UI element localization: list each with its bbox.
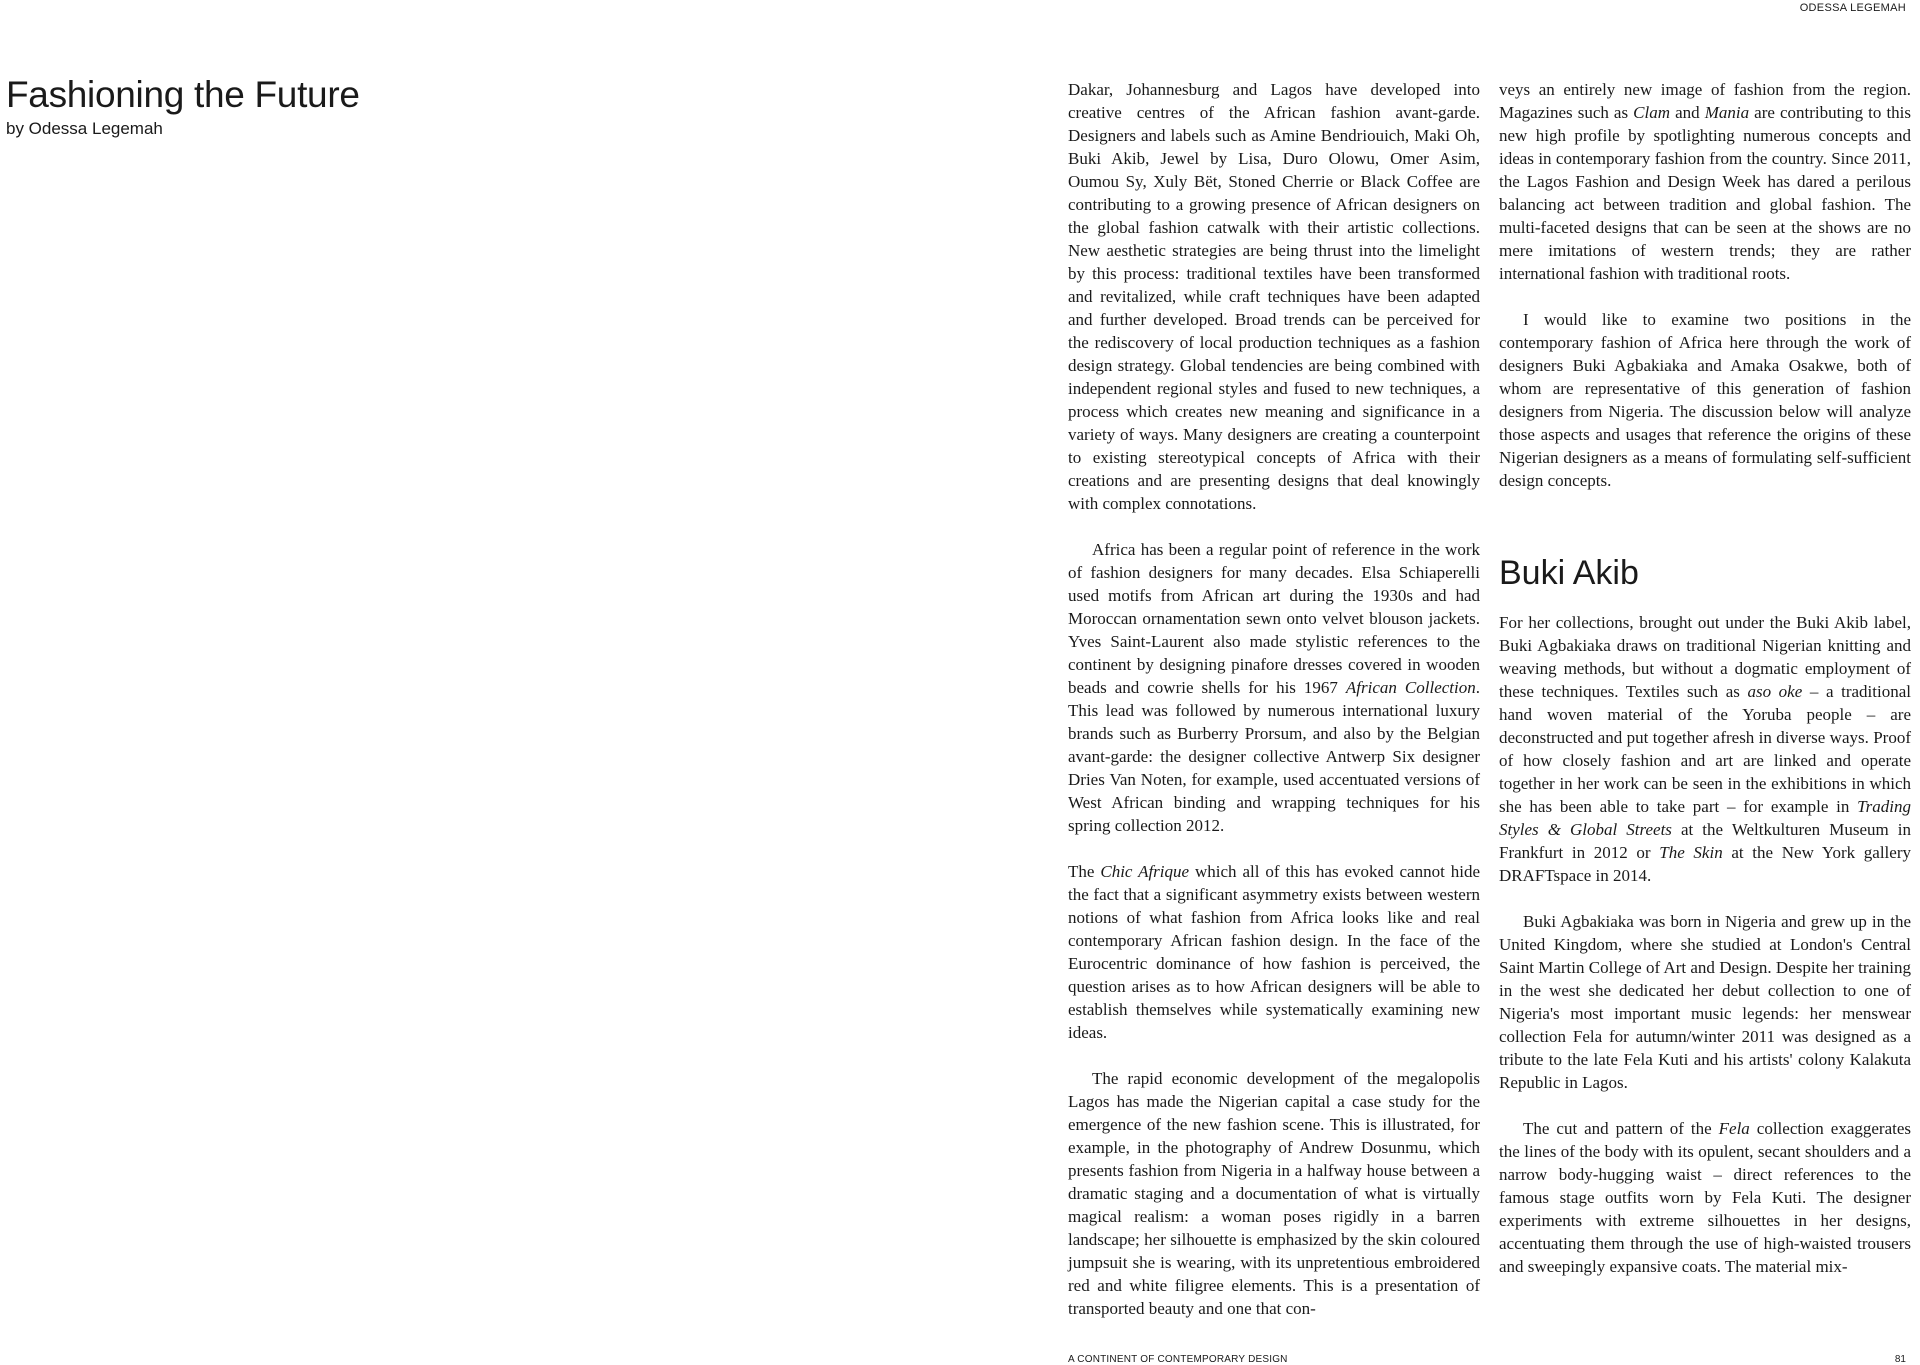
italic-title: Chic Afrique: [1100, 862, 1190, 881]
paragraph: [1499, 78, 1911, 285]
italic-title: Fela: [1718, 1119, 1750, 1138]
italic-title: Clam: [1633, 103, 1671, 122]
text-run: and: [1670, 103, 1705, 122]
paragraph: The rapid economic development of the megalopolis Lagos has made the Nigerian capital a case study for the emergence of the new fashion scene. This is illustrated, for example, in the photography of Andrew Dosunmu, which presents fashion from Nigeria in a halfway house between a dramatic staging and a documentation of what is virtually magical realism: a woman poses rigidly in a barren landscape; her silhouette is emphasized by the skin coloured jumpsuit she is wearing, with its unpretentious embroidered red and white filigree elements. This is a presentation of transported beauty and one that con-: [1068, 1069, 1480, 1318]
paragraph: [1068, 538, 1480, 837]
italic-title: The Skin: [1659, 843, 1723, 862]
paragraph: [1068, 860, 1480, 1044]
italic-title: Mania: [1704, 103, 1750, 122]
paragraph: I would like to examine two positions in the contemporary fashion of Africa here through the work of designers Buki Agbakiaka and Amaka Osakwe, both of whom are representative of this generation of fashion designers from Nigeria. The discussion below will analyze those aspects and usages that reference the origins of these Nigerian designers as a means of formulating self-sufficient design concepts.: [1499, 310, 1911, 490]
section-heading: Buki Akib: [1499, 554, 1639, 592]
text-run: at the Weltkulturen Museum in Frankfurt in 2012 or: [1499, 820, 1911, 862]
paragraph: [1499, 1117, 1911, 1278]
text-column-right: [1499, 78, 1911, 1278]
paragraph: [1499, 611, 1911, 887]
paragraph: Buki Agbakiaka was born in Nigeria and grew up in the United Kingdom, where she studied at London's Central Saint Martin College of Art and Design. Despite her training in the west she dedicated her debut collection to one of Nigeria's most important music legends: her menswear collection Fela for autumn/winter 2011 was designed as a tribute to the late Fela Kuti and his artists' colony Kalakuta Republic in Lagos.: [1499, 912, 1911, 1092]
text-run: The: [1068, 862, 1101, 881]
article-byline: by Odessa Legemah: [6, 119, 163, 138]
article-title: Fashioning the Future: [6, 74, 360, 115]
text-run: For her collections, brought out under the Buki Akib label, Buki Agbakiaka draws on traditional Nigerian knitting and weaving methods, but without a dogmatic employment of these techniques. Textiles such as: [1499, 613, 1911, 701]
running-head: ODESSA LEGEMAH: [1799, 2, 1906, 14]
text-run: . This lead was followed by numerous international luxury brands such as Burberry Prorsum, and also by the Belgian avant-garde: the designer collective Antwerp Six designer Dries Van Noten, for example, used accentuated versions of West African binding and wrapping techniques for his spring collection 2012.: [1068, 678, 1480, 835]
text-run: Africa has been a regular point of reference in the work of fashion designers for many decades. Elsa Schiaperelli used motifs from African art during the 1930s and had Moroccan ornamentation sewn onto velvet blouson jackets. Yves Saint-Laurent also made stylistic references to the continent by designing pinafore dresses covered in wooden beads and cowrie shells for his 1967: [1068, 540, 1480, 697]
text-run: The cut and pattern of the: [1523, 1119, 1719, 1138]
footer-publication: A CONTINENT OF CONTEMPORARY DESIGN: [1068, 1354, 1288, 1365]
text-run: at the New York gallery DRAFTspace in 2014.: [1499, 843, 1911, 885]
text-column-left: [1068, 78, 1480, 1320]
italic-term: aso oke: [1747, 682, 1803, 701]
text-run: – a traditional hand woven material of the Yoruba people – are deconstructed and put together afresh in diverse ways. Proof of how closely fashion and art are linked and operate together in her work can be seen in the exhibitions in which she has been able to take part – for example in: [1499, 682, 1911, 816]
italic-title: African Collection: [1345, 678, 1476, 697]
text-run: which all of this has evoked cannot hide the fact that a significant asymmetry exists between western notions of what fashion from Africa looks like and real contemporary African fashion design. In the face of the Eurocentric dominance of how fashion is perceived, the question arises as to how African designers will be able to establish themselves while systematically examining new ideas.: [1068, 862, 1480, 1042]
paragraph: Dakar, Johannesburg and Lagos have developed into creative centres of the African fashion avant-garde. Designers and labels such as Amine Bendriouich, Maki Oh, Buki Akib, Jewel by Lisa, Duro Olowu, Omer Asim, Oumou Sy, Xuly Bët, Stoned Cherrie or Black Coffee are contributing to a growing presence of African designers on the global fashion catwalk with their artistic collections. New aesthetic strategies are being thrust into the limelight by this process: traditional textiles have been transformed and revitalized, while craft techniques have been adapted and further developed. Broad trends can be perceived for the rediscovery of local production techniques as a fashion design strategy. Global tendencies are being combined with independent regional styles and fused to new techniques, a process which creates new meaning and significance in a variety of ways. Many designers are creating a counterpoint to existing stereotypical concepts of Africa with their creations and are presenting designs that deal knowingly with complex connotations.: [1068, 80, 1480, 513]
page-number: 81: [1894, 1354, 1906, 1365]
italic-title: Trading Styles & Global Streets: [1499, 797, 1911, 839]
text-run: collection exaggerates the lines of the body with its opulent, secant shoulders and a narrow body-hugging waist – direct references to the famous stage outfits worn by Fela Kuti. The designer experiments with extreme silhouettes in her designs, accentuating them through the use of high-waisted trousers and sweepingly expansive coats. The material mix-: [1499, 1119, 1911, 1276]
text-run: veys an entirely new image of fashion from the region. Magazines such as: [1499, 80, 1911, 122]
text-run: are contributing to this new high profile by spotlighting numerous concepts and ideas in contemporary fashion from the country. Since 2011, the Lagos Fashion and Design Week has dared a perilous balancing act between tradition and global fashion. The multi-faceted designs that can be seen at the shows are no mere imitations of western trends; they are rather international fashion with traditional roots.: [1499, 103, 1912, 283]
